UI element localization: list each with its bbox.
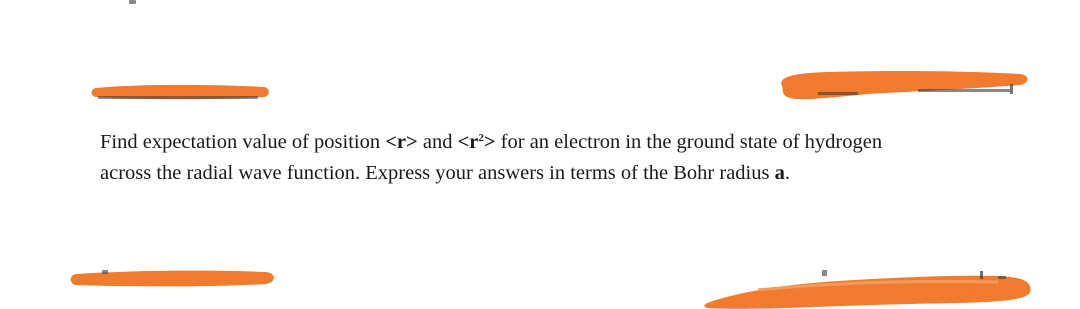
question-line-2 <box>100 158 1040 189</box>
and-word: and <box>417 131 458 153</box>
r2-open: <r <box>457 131 479 153</box>
r-expectation-symbol: <r> <box>385 131 418 153</box>
question-line1-suffix: for an electron in the ground state of hydrogen <box>495 131 883 153</box>
stray-ink-mark <box>129 0 136 4</box>
question-line-1 <box>100 127 1040 158</box>
redaction-top-right <box>768 64 1032 108</box>
redaction-bottom-right <box>698 262 1040 309</box>
question-body <box>100 127 1040 189</box>
r2-expectation-symbol <box>458 131 496 153</box>
question-line1-prefix: Find expectation value of position <box>100 131 386 153</box>
bohr-radius-symbol: a <box>774 162 785 184</box>
redaction-top-left <box>88 78 274 104</box>
redaction-bottom-left <box>66 264 280 292</box>
r2-exponent: 2 <box>478 132 484 144</box>
r2-close: > <box>483 131 496 153</box>
question-line2-suffix: . <box>784 162 790 184</box>
question-line2-prefix: across the radial wave function. Express your answers in terms of the Bohr radius <box>100 162 775 184</box>
